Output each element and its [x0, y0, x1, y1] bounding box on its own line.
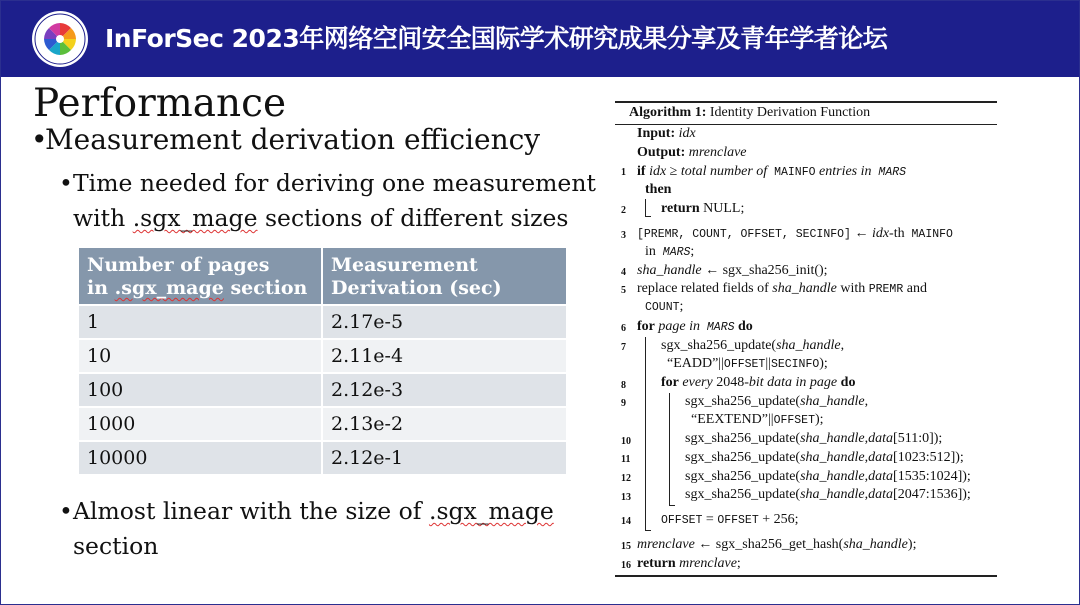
bullet-dot: •: [59, 497, 73, 525]
block-bar: [645, 530, 651, 531]
const: MAINFO: [904, 228, 953, 241]
algorithm-caption: [629, 105, 870, 121]
header-text: section: [223, 277, 308, 299]
section-name: .sgx_mage: [132, 204, 258, 232]
text: with: [836, 281, 869, 296]
var: data: [868, 469, 894, 484]
text: ,: [864, 431, 869, 446]
text: ;: [679, 299, 684, 314]
text: ||: [765, 356, 771, 371]
table-cell: 10: [79, 338, 323, 372]
table-row: [79, 406, 566, 440]
text: ,: [864, 394, 869, 409]
algorithm-line: [621, 512, 631, 531]
algorithm-line: [661, 374, 855, 392]
block-bar: [645, 337, 646, 531]
algorithm-line: [685, 486, 971, 504]
header-line: Derivation (sec): [331, 277, 502, 299]
var: idx: [649, 164, 667, 179]
text: ,: [840, 338, 845, 353]
table-cell: 2.12e-3: [323, 372, 566, 406]
algorithm-line: [621, 263, 626, 282]
text: ,: [864, 469, 869, 484]
const: SECINFO: [770, 358, 820, 371]
text: “EEXTEND”||: [691, 412, 774, 427]
text: );: [819, 356, 828, 371]
op: ≥: [666, 164, 681, 179]
var: sha_handle: [800, 394, 865, 409]
line-number: 15: [621, 541, 631, 552]
text: sgx_sha256_update(: [685, 450, 801, 465]
algorithm-line: [685, 430, 942, 448]
var: mrenclave: [637, 537, 695, 552]
algorithm-line: [621, 394, 626, 413]
text: replace related fields of: [637, 281, 773, 296]
line-number: 7: [621, 342, 626, 353]
algorithm-line: [645, 298, 683, 317]
op: ←: [850, 226, 872, 241]
keyword: for: [637, 319, 655, 334]
bullet-dot: •: [31, 123, 48, 156]
sub-bullet-almost-linear: [59, 494, 554, 564]
text: [1023:512]);: [893, 450, 964, 465]
algorithm-line: [621, 556, 631, 575]
line-number: 13: [621, 492, 631, 503]
output-label: Output:: [637, 145, 686, 160]
algorithm-line: [621, 338, 626, 357]
line-number: 12: [621, 473, 631, 484]
algorithm-line: [685, 393, 868, 411]
input-label: Input:: [637, 126, 676, 141]
text: ;: [736, 556, 741, 571]
header-banner: [1, 1, 1079, 77]
keyword: return: [661, 201, 700, 216]
inforsec-logo-icon: [31, 10, 89, 68]
text: bit data in page: [748, 375, 838, 390]
algorithm-line: [661, 337, 844, 355]
table-header-pages: [79, 248, 323, 304]
var: page: [654, 319, 686, 334]
bullet-text: Measurement derivation efficiency: [45, 123, 541, 156]
algorithm-line: [645, 181, 671, 199]
line-number: 9: [621, 398, 626, 409]
const: MARS: [871, 166, 907, 179]
sub-bullet-text: with: [73, 204, 133, 232]
sub-bullet-line: [59, 494, 554, 529]
algorithm-bottom-rule: [615, 575, 997, 577]
algorithm-line: [621, 488, 631, 507]
keyword: then: [645, 182, 672, 197]
const: MARS: [700, 321, 735, 334]
algorithm-line: [691, 411, 824, 430]
keyword: do: [734, 319, 753, 334]
sub-bullet-line: [59, 166, 596, 201]
text: total number of: [680, 164, 768, 179]
bullet-measurement-efficiency: [31, 123, 540, 156]
algorithm-line: [621, 201, 626, 220]
var: data: [868, 431, 894, 446]
text: and: [903, 281, 927, 296]
sub-bullet-time-needed: [59, 166, 596, 236]
text: );: [815, 412, 824, 427]
algorithm-line: [637, 536, 916, 554]
table-cell: 1000: [79, 406, 323, 440]
var: sha_handle: [800, 487, 865, 502]
line-number: 1: [621, 167, 626, 178]
table-cell: 1: [79, 304, 323, 338]
line-number: 11: [621, 454, 631, 465]
line-number: 8: [621, 380, 626, 391]
algorithm-line: [685, 468, 971, 486]
sub-bullet-text: Almost linear with the size of: [73, 497, 429, 525]
var: sha_handle: [800, 450, 865, 465]
const: [PREMR, COUNT, OFFSET, SECINFO]: [637, 228, 851, 241]
text: ← sgx_sha256_init();: [701, 263, 828, 278]
table-header-derivation: [323, 248, 566, 304]
var: sha_handle: [843, 537, 908, 552]
table-cell: 2.17e-5: [323, 304, 566, 338]
sub-bullet-line: section: [73, 532, 159, 560]
algorithm-line: [685, 449, 964, 467]
algorithm-line: [621, 469, 631, 488]
table-row: [79, 440, 566, 474]
line-number: 5: [621, 285, 626, 296]
text: 2048-: [712, 375, 749, 390]
keyword: return: [637, 556, 676, 571]
const: OFFSET: [773, 414, 815, 427]
op: =: [702, 512, 718, 527]
var: data: [868, 450, 894, 465]
algorithm-output: [637, 144, 747, 162]
header-text: in: [87, 277, 115, 299]
table-cell: 100: [79, 372, 323, 406]
algorithm-line: [621, 319, 626, 338]
table-cell: 10000: [79, 440, 323, 474]
sub-bullet-text: sections of different sizes: [257, 204, 569, 232]
block-bar: [669, 505, 675, 506]
text: in: [685, 319, 700, 334]
text: in: [645, 244, 656, 259]
table-row: [79, 372, 566, 406]
const: OFFSET: [661, 514, 703, 527]
table-cell: 2.11e-4: [323, 338, 566, 372]
const: OFFSET: [717, 514, 759, 527]
line-number: 3: [621, 230, 626, 241]
table-cell: 2.12e-1: [323, 440, 566, 474]
text: ← sgx_sha256_get_hash(: [694, 537, 844, 552]
text: ,: [864, 450, 869, 465]
block-bar: [645, 216, 651, 217]
const: MARS: [655, 246, 691, 259]
algorithm-line: [637, 262, 828, 280]
var: sha_handle: [772, 281, 837, 296]
caption-label: Algorithm 1:: [629, 105, 707, 120]
line-number: 14: [621, 516, 631, 527]
var: sha_handle: [800, 431, 865, 446]
algorithm-line: [667, 355, 828, 374]
text: “EADD”||: [667, 356, 724, 371]
text: );: [907, 537, 917, 552]
banner-title: InForSec 2023年网络空间安全国际学术研究成果分享及青年学者论坛: [105, 24, 888, 53]
table-row: [79, 304, 566, 338]
algorithm-line: [661, 511, 799, 530]
header-line: [87, 277, 313, 300]
algorithm-line: [637, 555, 741, 573]
header-line: Measurement: [331, 254, 478, 276]
text: sgx_sha256_update(: [661, 338, 777, 353]
var: idx: [871, 226, 890, 241]
algorithm-input: [637, 125, 696, 143]
line-number: 16: [621, 560, 631, 571]
var: data: [868, 487, 894, 502]
algorithm-line: [637, 280, 927, 299]
text: + 256;: [758, 512, 799, 527]
sub-bullet-line: [59, 201, 596, 236]
const: MAINFO: [767, 166, 816, 179]
algorithm-line: [645, 243, 694, 262]
measurement-table: [79, 248, 566, 474]
line-number: 4: [621, 267, 626, 278]
var: sha_handle: [800, 469, 865, 484]
const: OFFSET: [723, 358, 766, 371]
header-line: Number of pages: [87, 254, 270, 276]
line-number: 10: [621, 436, 631, 447]
algorithm-line: [621, 376, 626, 395]
keyword: if: [637, 164, 646, 179]
const: PREMR: [868, 283, 904, 296]
algorithm-line: [621, 226, 626, 245]
line-number: 2: [621, 205, 626, 216]
algorithm-line: [621, 537, 631, 556]
text: -th: [889, 226, 905, 241]
sub-bullet-text: Time needed for deriving one measurement: [73, 169, 596, 197]
algorithm-line: [637, 225, 953, 244]
text: ;: [690, 244, 695, 259]
text: [1535:1024]);: [893, 469, 971, 484]
const: COUNT: [645, 301, 680, 314]
text: sgx_sha256_update(: [685, 469, 801, 484]
output-value: mrenclave: [688, 145, 747, 160]
table-row: [79, 338, 566, 372]
algorithm-line: [637, 318, 753, 337]
keyword: do: [837, 375, 856, 390]
text: sgx_sha256_update(: [685, 487, 801, 502]
text: entries in: [815, 164, 872, 179]
algorithm-line: [621, 432, 631, 451]
text: every: [678, 375, 713, 390]
text: sgx_sha256_update(: [685, 394, 801, 409]
text: [511:0]);: [893, 431, 943, 446]
algorithm-top-rule: [615, 101, 997, 103]
text: NULL;: [699, 201, 745, 216]
text: [2047:1536]);: [893, 487, 971, 502]
caption-text: Identity Derivation Function: [706, 105, 871, 120]
table-header-row: [79, 248, 566, 304]
section-name: .sgx_mage: [114, 277, 224, 299]
line-number: 6: [621, 323, 626, 334]
slide-title: Performance: [33, 81, 287, 126]
algorithm-line: [621, 450, 630, 469]
algorithm-line: [637, 163, 906, 182]
bullet-dot: •: [59, 169, 73, 197]
block-bar: [669, 393, 670, 506]
var: sha_handle: [776, 338, 841, 353]
section-name: .sgx_mage: [428, 497, 554, 525]
text: sgx_sha256_update(: [685, 431, 801, 446]
table-cell: 2.13e-2: [323, 406, 566, 440]
var: mrenclave: [675, 556, 737, 571]
algorithm-line: [621, 163, 626, 182]
algorithm-line: [661, 200, 744, 218]
algorithm-line: [621, 281, 626, 300]
keyword: for: [661, 375, 679, 390]
var: sha_handle: [637, 263, 702, 278]
block-bar: [645, 199, 646, 217]
text: ,: [864, 487, 869, 502]
input-value: idx: [678, 126, 696, 141]
